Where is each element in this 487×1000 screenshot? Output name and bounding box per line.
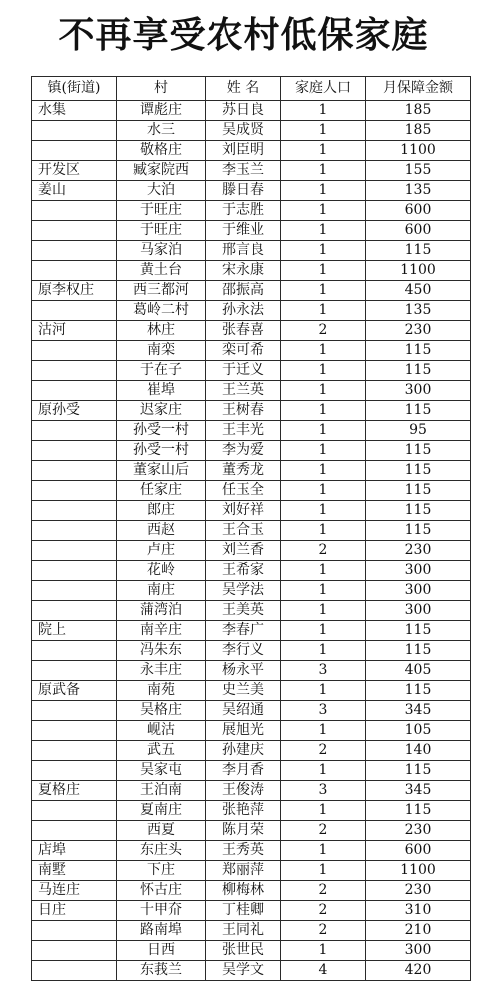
cell-monthly-amount: 115 (366, 341, 471, 361)
cell-family-size: 1 (281, 761, 366, 781)
cell-town: 南墅 (32, 861, 117, 881)
table-row (32, 381, 471, 401)
cell-monthly-amount: 115 (366, 361, 471, 381)
cell-family-size: 1 (281, 301, 366, 321)
cell-town (32, 341, 117, 361)
cell-village: 十甲夼 (117, 901, 206, 921)
cell-family-size: 1 (281, 181, 366, 201)
households-table (31, 76, 471, 981)
cell-village: 于旺庄 (117, 221, 206, 241)
table-row (32, 601, 471, 621)
cell-town (32, 741, 117, 761)
cell-monthly-amount: 210 (366, 921, 471, 941)
column-header-village: 村 (117, 77, 206, 101)
cell-name: 于迁义 (206, 361, 281, 381)
column-header-name: 姓 名 (206, 77, 281, 101)
cell-monthly-amount: 420 (366, 961, 471, 981)
cell-town (32, 541, 117, 561)
cell-village: 水三 (117, 121, 206, 141)
cell-village: 吴格庄 (117, 701, 206, 721)
cell-name: 王丰光 (206, 421, 281, 441)
cell-village: 王泊南 (117, 781, 206, 801)
cell-name: 张春喜 (206, 321, 281, 341)
cell-monthly-amount: 300 (366, 581, 471, 601)
cell-family-size: 1 (281, 101, 366, 121)
cell-village: 谭彪庄 (117, 101, 206, 121)
cell-family-size: 1 (281, 721, 366, 741)
cell-name: 王美英 (206, 601, 281, 621)
cell-name: 张艳萍 (206, 801, 281, 821)
cell-name: 刘臣明 (206, 141, 281, 161)
cell-monthly-amount: 310 (366, 901, 471, 921)
cell-village: 南辛庄 (117, 621, 206, 641)
cell-village: 武五 (117, 741, 206, 761)
table-row (32, 921, 471, 941)
cell-name: 董秀龙 (206, 461, 281, 481)
table-row (32, 681, 471, 701)
cell-name: 孙永法 (206, 301, 281, 321)
cell-family-size: 1 (281, 481, 366, 501)
cell-town (32, 481, 117, 501)
table-row (32, 161, 471, 181)
cell-monthly-amount: 1100 (366, 141, 471, 161)
cell-name: 王希家 (206, 561, 281, 581)
cell-village: 于在子 (117, 361, 206, 381)
cell-family-size: 1 (281, 501, 366, 521)
cell-family-size: 1 (281, 221, 366, 241)
cell-family-size: 1 (281, 281, 366, 301)
cell-village: 西夏 (117, 821, 206, 841)
cell-name: 李月香 (206, 761, 281, 781)
cell-town (32, 961, 117, 981)
table-row (32, 521, 471, 541)
cell-family-size: 3 (281, 661, 366, 681)
cell-town: 原孙受 (32, 401, 117, 421)
cell-name: 柳梅林 (206, 881, 281, 901)
cell-name: 李为爱 (206, 441, 281, 461)
cell-name: 陈月荣 (206, 821, 281, 841)
cell-village: 崔埠 (117, 381, 206, 401)
cell-town (32, 381, 117, 401)
cell-family-size: 1 (281, 801, 366, 821)
cell-village: 南苑 (117, 681, 206, 701)
table-row (32, 621, 471, 641)
cell-name: 李玉兰 (206, 161, 281, 181)
cell-family-size: 1 (281, 461, 366, 481)
cell-name: 杨永平 (206, 661, 281, 681)
cell-town: 开发区 (32, 161, 117, 181)
table-row (32, 481, 471, 501)
cell-family-size: 1 (281, 421, 366, 441)
cell-family-size: 1 (281, 621, 366, 641)
cell-monthly-amount: 95 (366, 421, 471, 441)
cell-village: 岘沽 (117, 721, 206, 741)
cell-village: 敬格庄 (117, 141, 206, 161)
cell-monthly-amount: 115 (366, 801, 471, 821)
table-row (32, 761, 471, 781)
cell-name: 王树春 (206, 401, 281, 421)
cell-village: 黄土台 (117, 261, 206, 281)
cell-name: 李行义 (206, 641, 281, 661)
cell-village: 花岭 (117, 561, 206, 581)
table-row (32, 541, 471, 561)
cell-village: 西赵 (117, 521, 206, 541)
cell-name: 于志胜 (206, 201, 281, 221)
cell-monthly-amount: 115 (366, 501, 471, 521)
table-row (32, 221, 471, 241)
column-header-town: 镇(街道) (32, 77, 117, 101)
cell-family-size: 2 (281, 321, 366, 341)
table-row (32, 701, 471, 721)
cell-name: 刘好祥 (206, 501, 281, 521)
cell-monthly-amount: 115 (366, 441, 471, 461)
cell-family-size: 2 (281, 921, 366, 941)
cell-family-size: 2 (281, 881, 366, 901)
cell-town (32, 441, 117, 461)
cell-town (32, 721, 117, 741)
cell-village: 吴家屯 (117, 761, 206, 781)
cell-monthly-amount: 115 (366, 621, 471, 641)
table-row (32, 501, 471, 521)
cell-monthly-amount: 140 (366, 741, 471, 761)
table-row (32, 961, 471, 981)
cell-village: 冯朱东 (117, 641, 206, 661)
cell-family-size: 1 (281, 161, 366, 181)
cell-village: 日西 (117, 941, 206, 961)
cell-family-size: 4 (281, 961, 366, 981)
cell-name: 史兰美 (206, 681, 281, 701)
cell-town (32, 121, 117, 141)
cell-town (32, 641, 117, 661)
table-row (32, 581, 471, 601)
cell-town (32, 301, 117, 321)
table-row (32, 301, 471, 321)
cell-family-size: 1 (281, 641, 366, 661)
cell-town (32, 501, 117, 521)
cell-monthly-amount: 405 (366, 661, 471, 681)
cell-town (32, 581, 117, 601)
cell-name: 苏日良 (206, 101, 281, 121)
table-row (32, 461, 471, 481)
table-row (32, 841, 471, 861)
table-row (32, 661, 471, 681)
cell-family-size: 2 (281, 821, 366, 841)
cell-village: 郎庄 (117, 501, 206, 521)
cell-monthly-amount: 600 (366, 201, 471, 221)
cell-name: 王秀英 (206, 841, 281, 861)
cell-monthly-amount: 115 (366, 461, 471, 481)
cell-name: 吴学文 (206, 961, 281, 981)
table-row (32, 861, 471, 881)
cell-town (32, 761, 117, 781)
cell-family-size: 1 (281, 941, 366, 961)
cell-monthly-amount: 135 (366, 181, 471, 201)
cell-village: 任家庄 (117, 481, 206, 501)
cell-monthly-amount: 135 (366, 301, 471, 321)
cell-town: 姜山 (32, 181, 117, 201)
cell-monthly-amount: 185 (366, 121, 471, 141)
table-row (32, 241, 471, 261)
cell-town: 日庄 (32, 901, 117, 921)
cell-name: 张世民 (206, 941, 281, 961)
cell-monthly-amount: 600 (366, 221, 471, 241)
cell-name: 王合玉 (206, 521, 281, 541)
table-row (32, 201, 471, 221)
cell-monthly-amount: 1100 (366, 261, 471, 281)
cell-monthly-amount: 115 (366, 241, 471, 261)
table-row (32, 181, 471, 201)
cell-village: 葛岭二村 (117, 301, 206, 321)
cell-town: 店埠 (32, 841, 117, 861)
cell-town (32, 601, 117, 621)
cell-family-size: 1 (281, 681, 366, 701)
table-row (32, 441, 471, 461)
cell-town (32, 561, 117, 581)
table-row (32, 801, 471, 821)
cell-name: 王同礼 (206, 921, 281, 941)
table-row (32, 121, 471, 141)
cell-monthly-amount: 115 (366, 401, 471, 421)
cell-name: 郑丽萍 (206, 861, 281, 881)
cell-name: 丁桂卿 (206, 901, 281, 921)
cell-town (32, 921, 117, 941)
cell-family-size: 1 (281, 581, 366, 601)
cell-town (32, 521, 117, 541)
table-row (32, 341, 471, 361)
table-row (32, 881, 471, 901)
cell-family-size: 1 (281, 361, 366, 381)
cell-name: 宋永康 (206, 261, 281, 281)
table-row (32, 781, 471, 801)
cell-monthly-amount: 230 (366, 321, 471, 341)
cell-name: 展旭光 (206, 721, 281, 741)
table-row (32, 901, 471, 921)
cell-monthly-amount: 155 (366, 161, 471, 181)
cell-monthly-amount: 230 (366, 881, 471, 901)
cell-town (32, 461, 117, 481)
cell-monthly-amount: 300 (366, 601, 471, 621)
cell-name: 李春广 (206, 621, 281, 641)
cell-family-size: 1 (281, 141, 366, 161)
cell-monthly-amount: 1100 (366, 861, 471, 881)
cell-family-size: 1 (281, 241, 366, 261)
cell-family-size: 1 (281, 861, 366, 881)
cell-town: 院上 (32, 621, 117, 641)
cell-village: 迟家庄 (117, 401, 206, 421)
table-row (32, 281, 471, 301)
cell-town (32, 201, 117, 221)
cell-name: 邵振高 (206, 281, 281, 301)
table-row (32, 641, 471, 661)
cell-town (32, 221, 117, 241)
cell-village: 蒲湾泊 (117, 601, 206, 621)
table-row (32, 421, 471, 441)
cell-village: 董家山后 (117, 461, 206, 481)
cell-village: 南庄 (117, 581, 206, 601)
cell-family-size: 1 (281, 561, 366, 581)
cell-village: 卢庄 (117, 541, 206, 561)
cell-town: 夏格庄 (32, 781, 117, 801)
cell-name: 孙建庆 (206, 741, 281, 761)
cell-monthly-amount: 115 (366, 681, 471, 701)
cell-town (32, 821, 117, 841)
table-row (32, 401, 471, 421)
cell-village: 于旺庄 (117, 201, 206, 221)
cell-monthly-amount: 115 (366, 521, 471, 541)
cell-village: 大泊 (117, 181, 206, 201)
cell-monthly-amount: 600 (366, 841, 471, 861)
table-header-row (32, 77, 471, 101)
cell-village: 马家泊 (117, 241, 206, 261)
cell-name: 吴学法 (206, 581, 281, 601)
cell-town: 马连庄 (32, 881, 117, 901)
cell-name: 王俊涛 (206, 781, 281, 801)
cell-village: 西三都河 (117, 281, 206, 301)
cell-village: 东莪兰 (117, 961, 206, 981)
page-title: 不再享受农村低保家庭 (58, 15, 429, 56)
cell-family-size: 2 (281, 741, 366, 761)
cell-monthly-amount: 115 (366, 761, 471, 781)
table-row (32, 141, 471, 161)
cell-town: 水集 (32, 101, 117, 121)
cell-town (32, 701, 117, 721)
cell-monthly-amount: 230 (366, 541, 471, 561)
cell-family-size: 1 (281, 121, 366, 141)
cell-name: 滕日春 (206, 181, 281, 201)
cell-village: 下庄 (117, 861, 206, 881)
table-row (32, 941, 471, 961)
table-body (32, 101, 471, 981)
cell-village: 怀古庄 (117, 881, 206, 901)
cell-family-size: 1 (281, 381, 366, 401)
cell-town (32, 421, 117, 441)
cell-family-size: 1 (281, 601, 366, 621)
cell-village: 路南埠 (117, 921, 206, 941)
column-header-monthly-amount: 月保障金额 (366, 77, 471, 101)
cell-family-size: 3 (281, 701, 366, 721)
cell-village: 永丰庄 (117, 661, 206, 681)
cell-village: 臧家院西 (117, 161, 206, 181)
cell-town (32, 261, 117, 281)
cell-name: 任玉全 (206, 481, 281, 501)
cell-village: 南栾 (117, 341, 206, 361)
cell-town (32, 941, 117, 961)
cell-town (32, 141, 117, 161)
table-row (32, 321, 471, 341)
cell-name: 王兰英 (206, 381, 281, 401)
table-row (32, 101, 471, 121)
cell-town: 原李权庄 (32, 281, 117, 301)
column-header-family-size: 家庭人口 (281, 77, 366, 101)
cell-monthly-amount: 300 (366, 381, 471, 401)
table-row (32, 821, 471, 841)
cell-name: 吴成贤 (206, 121, 281, 141)
cell-family-size: 1 (281, 261, 366, 281)
cell-monthly-amount: 345 (366, 781, 471, 801)
cell-family-size: 1 (281, 341, 366, 361)
cell-name: 刘兰香 (206, 541, 281, 561)
cell-village: 林庄 (117, 321, 206, 341)
cell-town (32, 801, 117, 821)
cell-village: 孙受一村 (117, 441, 206, 461)
cell-monthly-amount: 300 (366, 941, 471, 961)
table-row (32, 561, 471, 581)
cell-name: 邢言良 (206, 241, 281, 261)
cell-town (32, 241, 117, 261)
cell-family-size: 1 (281, 441, 366, 461)
cell-name: 于维业 (206, 221, 281, 241)
cell-family-size: 2 (281, 541, 366, 561)
table-row (32, 721, 471, 741)
table-row (32, 361, 471, 381)
cell-town (32, 661, 117, 681)
cell-name: 栾可希 (206, 341, 281, 361)
table-row (32, 261, 471, 281)
cell-monthly-amount: 450 (366, 281, 471, 301)
cell-family-size: 1 (281, 521, 366, 541)
cell-town: 原武备 (32, 681, 117, 701)
cell-village: 东庄头 (117, 841, 206, 861)
cell-village: 夏南庄 (117, 801, 206, 821)
cell-family-size: 3 (281, 781, 366, 801)
cell-monthly-amount: 185 (366, 101, 471, 121)
cell-monthly-amount: 115 (366, 481, 471, 501)
cell-town (32, 361, 117, 381)
cell-name: 吴绍通 (206, 701, 281, 721)
cell-monthly-amount: 300 (366, 561, 471, 581)
cell-monthly-amount: 230 (366, 821, 471, 841)
cell-family-size: 1 (281, 401, 366, 421)
cell-monthly-amount: 345 (366, 701, 471, 721)
cell-monthly-amount: 115 (366, 641, 471, 661)
table-row (32, 741, 471, 761)
cell-village: 孙受一村 (117, 421, 206, 441)
cell-monthly-amount: 105 (366, 721, 471, 741)
cell-family-size: 1 (281, 841, 366, 861)
cell-family-size: 2 (281, 901, 366, 921)
cell-town: 沽河 (32, 321, 117, 341)
cell-family-size: 1 (281, 201, 366, 221)
